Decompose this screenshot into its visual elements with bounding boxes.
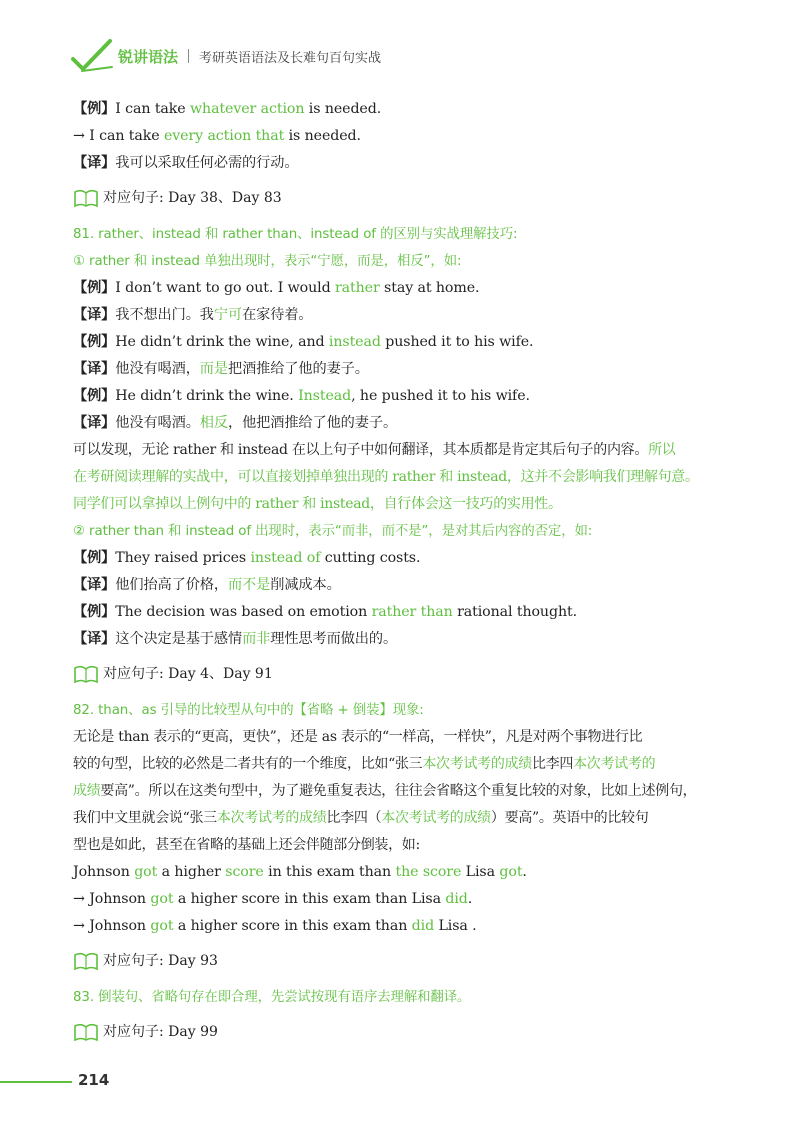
arrow: → [73,128,90,144]
translation-tag: 【译】 [73,307,116,323]
text-run: I can take [115,101,190,117]
text-run: 我可以采取任何必需的行动。 [115,155,299,171]
rewrite-line [73,886,773,913]
highlight: got [134,864,158,880]
reference-line [73,183,773,213]
translation-tag: 【译】 [73,415,116,431]
reference-text: 对应句子: Day 4、Day 91 [103,666,273,682]
text-run: 他们抬高了价格， [115,577,228,593]
text-run: . [467,891,473,907]
highlight: 本次考试考的成绩 [216,810,327,826]
text-run: a higher score in this exam than Lisa [173,891,446,907]
example-tag: 【例】 [73,550,116,566]
text-run: I don’t want to go out. I would [115,280,335,296]
text-run: 把酒推给了他的妻子。 [227,361,369,377]
book-subtitle: 考研英语语法及长难句百句实战 [199,50,382,66]
reference-line [73,659,773,689]
highlight: instead [328,334,381,350]
footer-rule [0,1081,72,1083]
text-run: 削减成本。 [270,577,341,593]
text-run: 这个决定是基于感情 [115,631,243,647]
text-run: stay at home. [379,280,480,296]
text-run: . [522,864,527,880]
paragraph-line [73,778,773,805]
checkmark-pen-logo [70,37,114,75]
reference-text: 对应句子: Day 93 [103,953,218,969]
rewrite-line [73,913,773,940]
example-tag: 【例】 [73,280,116,296]
text-run: 比李四 [531,756,574,772]
page-body [73,96,773,1055]
text-run: Lisa [461,864,500,880]
text-run: 比李四（ [326,810,382,826]
example-line [73,96,773,123]
translation-tag: 【译】 [73,631,116,647]
text-run: 要高”。所以在这类句型中，为了避免重复表达，往往会省略这个重复比较的对象，比如上述例句， [100,783,697,799]
paragraph-line-highlight: 在考研阅读理解的实战中，可以直接划掉单独出现的 rather 和 instead，这并不会影响我们理解句意。 [73,469,699,485]
highlight: 而不是 [227,577,271,593]
translation-line [73,150,773,177]
reference-text: 对应句子: Day 99 [103,1024,218,1040]
example-tag: 【例】 [73,101,116,117]
highlight: instead of [250,550,321,566]
translation-line [73,410,773,437]
text-run: He didn’t drink the wine. [115,388,299,404]
highlight: 本次考试考的成绩 [381,810,491,826]
highlight: 相反 [199,415,228,431]
paragraph-line-highlight: 同学们可以拿掉以上例句中的 rather 和 instead，自行体会这一技巧的实用性。 [73,496,562,512]
highlight: score [225,864,264,880]
header-divider [188,49,189,63]
text-run: 我不想出门。我 [115,307,214,323]
paragraph-line [73,437,773,464]
example-line [73,545,773,572]
text-run: Johnson [89,891,151,907]
text-run: pushed it to his wife. [380,334,534,350]
text-run: 型也是如此，甚至在省略的基础上还会伴随部分倒装，如: [73,837,420,853]
text-run: 在家待着。 [242,307,313,323]
paragraph-line [73,832,773,859]
highlight: rather [334,280,380,296]
arrow: → [73,918,90,934]
text-run: in this exam than [263,864,396,880]
example-tag: 【例】 [73,334,116,350]
text-run: Johnson [89,918,151,934]
reference-text: 对应句子: Day 38、Day 83 [103,190,282,206]
page-number: 214 [78,1071,110,1089]
example-line [73,859,773,886]
paragraph-line [73,724,773,751]
translation-line [73,356,773,383]
highlight: rather than [371,604,453,620]
brand-name: 锐讲语法 [118,47,179,66]
highlight: got [150,891,174,907]
highlight: 成绩 [73,783,101,799]
subheading-81-2: ② rather than 和 instead of 出现时，表示“而非，而不是”，是对其后内容的否定，如: [73,524,593,539]
highlight: got [150,918,174,934]
translation-line [73,572,773,599]
page-header [70,36,381,76]
section-heading-83: 83. 倒装句、省略句存在即合理，先尝试按现有语序去理解和翻译。 [73,990,471,1005]
translation-line [73,626,773,653]
highlight: 宁可 [213,307,243,323]
text-run: , he pushed it to his wife. [351,388,530,404]
highlight: 所以 [648,442,676,458]
text-run: 可以发现，无论 rather 和 instead 在以上句子中如何翻译，其本质都是肯定其后句子的内容。 [73,442,649,458]
highlight: 本次考试考的 [573,756,656,772]
text-run: 他没有喝酒。 [115,415,200,431]
highlight: got [499,864,523,880]
paragraph-line [73,751,773,778]
text-run: I can take [89,128,164,144]
book-icon [73,188,99,208]
text-run: ）要高”。英语中的比较句 [490,810,649,826]
example-tag: 【例】 [73,388,116,404]
rewrite-line [73,123,773,150]
translation-tag: 【译】 [73,577,116,593]
example-tag: 【例】 [73,604,116,620]
translation-line [73,302,773,329]
text-run: 我们中文里就会说“张三 [73,810,217,826]
text-run: a higher [157,864,226,880]
text-run: ，他把酒推给了他的妻子。 [227,415,398,431]
book-icon [73,664,99,684]
highlight: 本次考试考的成绩 [422,756,532,772]
subheading-81-1: ① rather 和 instead 单独出现时，表示“宁愿，而是，相反”，如: [73,254,462,269]
section-heading-82: 82. than、as 引导的比较型从句中的【省略 + 倒装】现象: [73,703,424,718]
paragraph-line [73,805,773,832]
section-heading-81: 81. rather、instead 和 rather than、instead of 的区别与实战理解技巧: [73,227,518,242]
highlight: did [411,918,435,934]
example-line [73,599,773,626]
text-run: Johnson [73,864,135,880]
text-run: He didn’t drink the wine, and [115,334,329,350]
example-line [73,329,773,356]
highlight: Instead [298,388,352,404]
text-run: Lisa . [434,918,477,934]
text-run: 无论是 than 表示的“更高，更快”，还是 as 表示的“一样高，一样快”，凡是对两个事物进行比 [73,729,643,745]
translation-tag: 【译】 [73,155,116,171]
text-run: is needed. [304,101,382,117]
text-run: is needed. [284,128,361,144]
text-run: 理性思考而做出的。 [270,631,398,647]
arrow: → [73,891,90,907]
highlight: whatever action [190,101,305,117]
highlight: every action that [163,128,285,144]
text-run: The decision was based on emotion [115,604,372,620]
text-run: They raised prices [115,550,251,566]
example-line [73,275,773,302]
reference-line [73,1017,773,1047]
highlight: 而是 [199,361,228,377]
highlight: did [445,891,468,907]
text-run: rational thought. [452,604,577,620]
book-icon [73,1022,99,1042]
translation-tag: 【译】 [73,361,116,377]
text-run: a higher score in this exam than [173,918,412,934]
example-line [73,383,773,410]
text-run: 较的句型，比较的必然是二者共有的一个维度，比如“张三 [73,756,423,772]
book-icon [73,951,99,971]
text-run: 他没有喝酒， [115,361,200,377]
highlight: 而非 [242,631,271,647]
text-run: cutting costs. [320,550,421,566]
highlight: the score [395,864,462,880]
reference-line [73,946,773,976]
